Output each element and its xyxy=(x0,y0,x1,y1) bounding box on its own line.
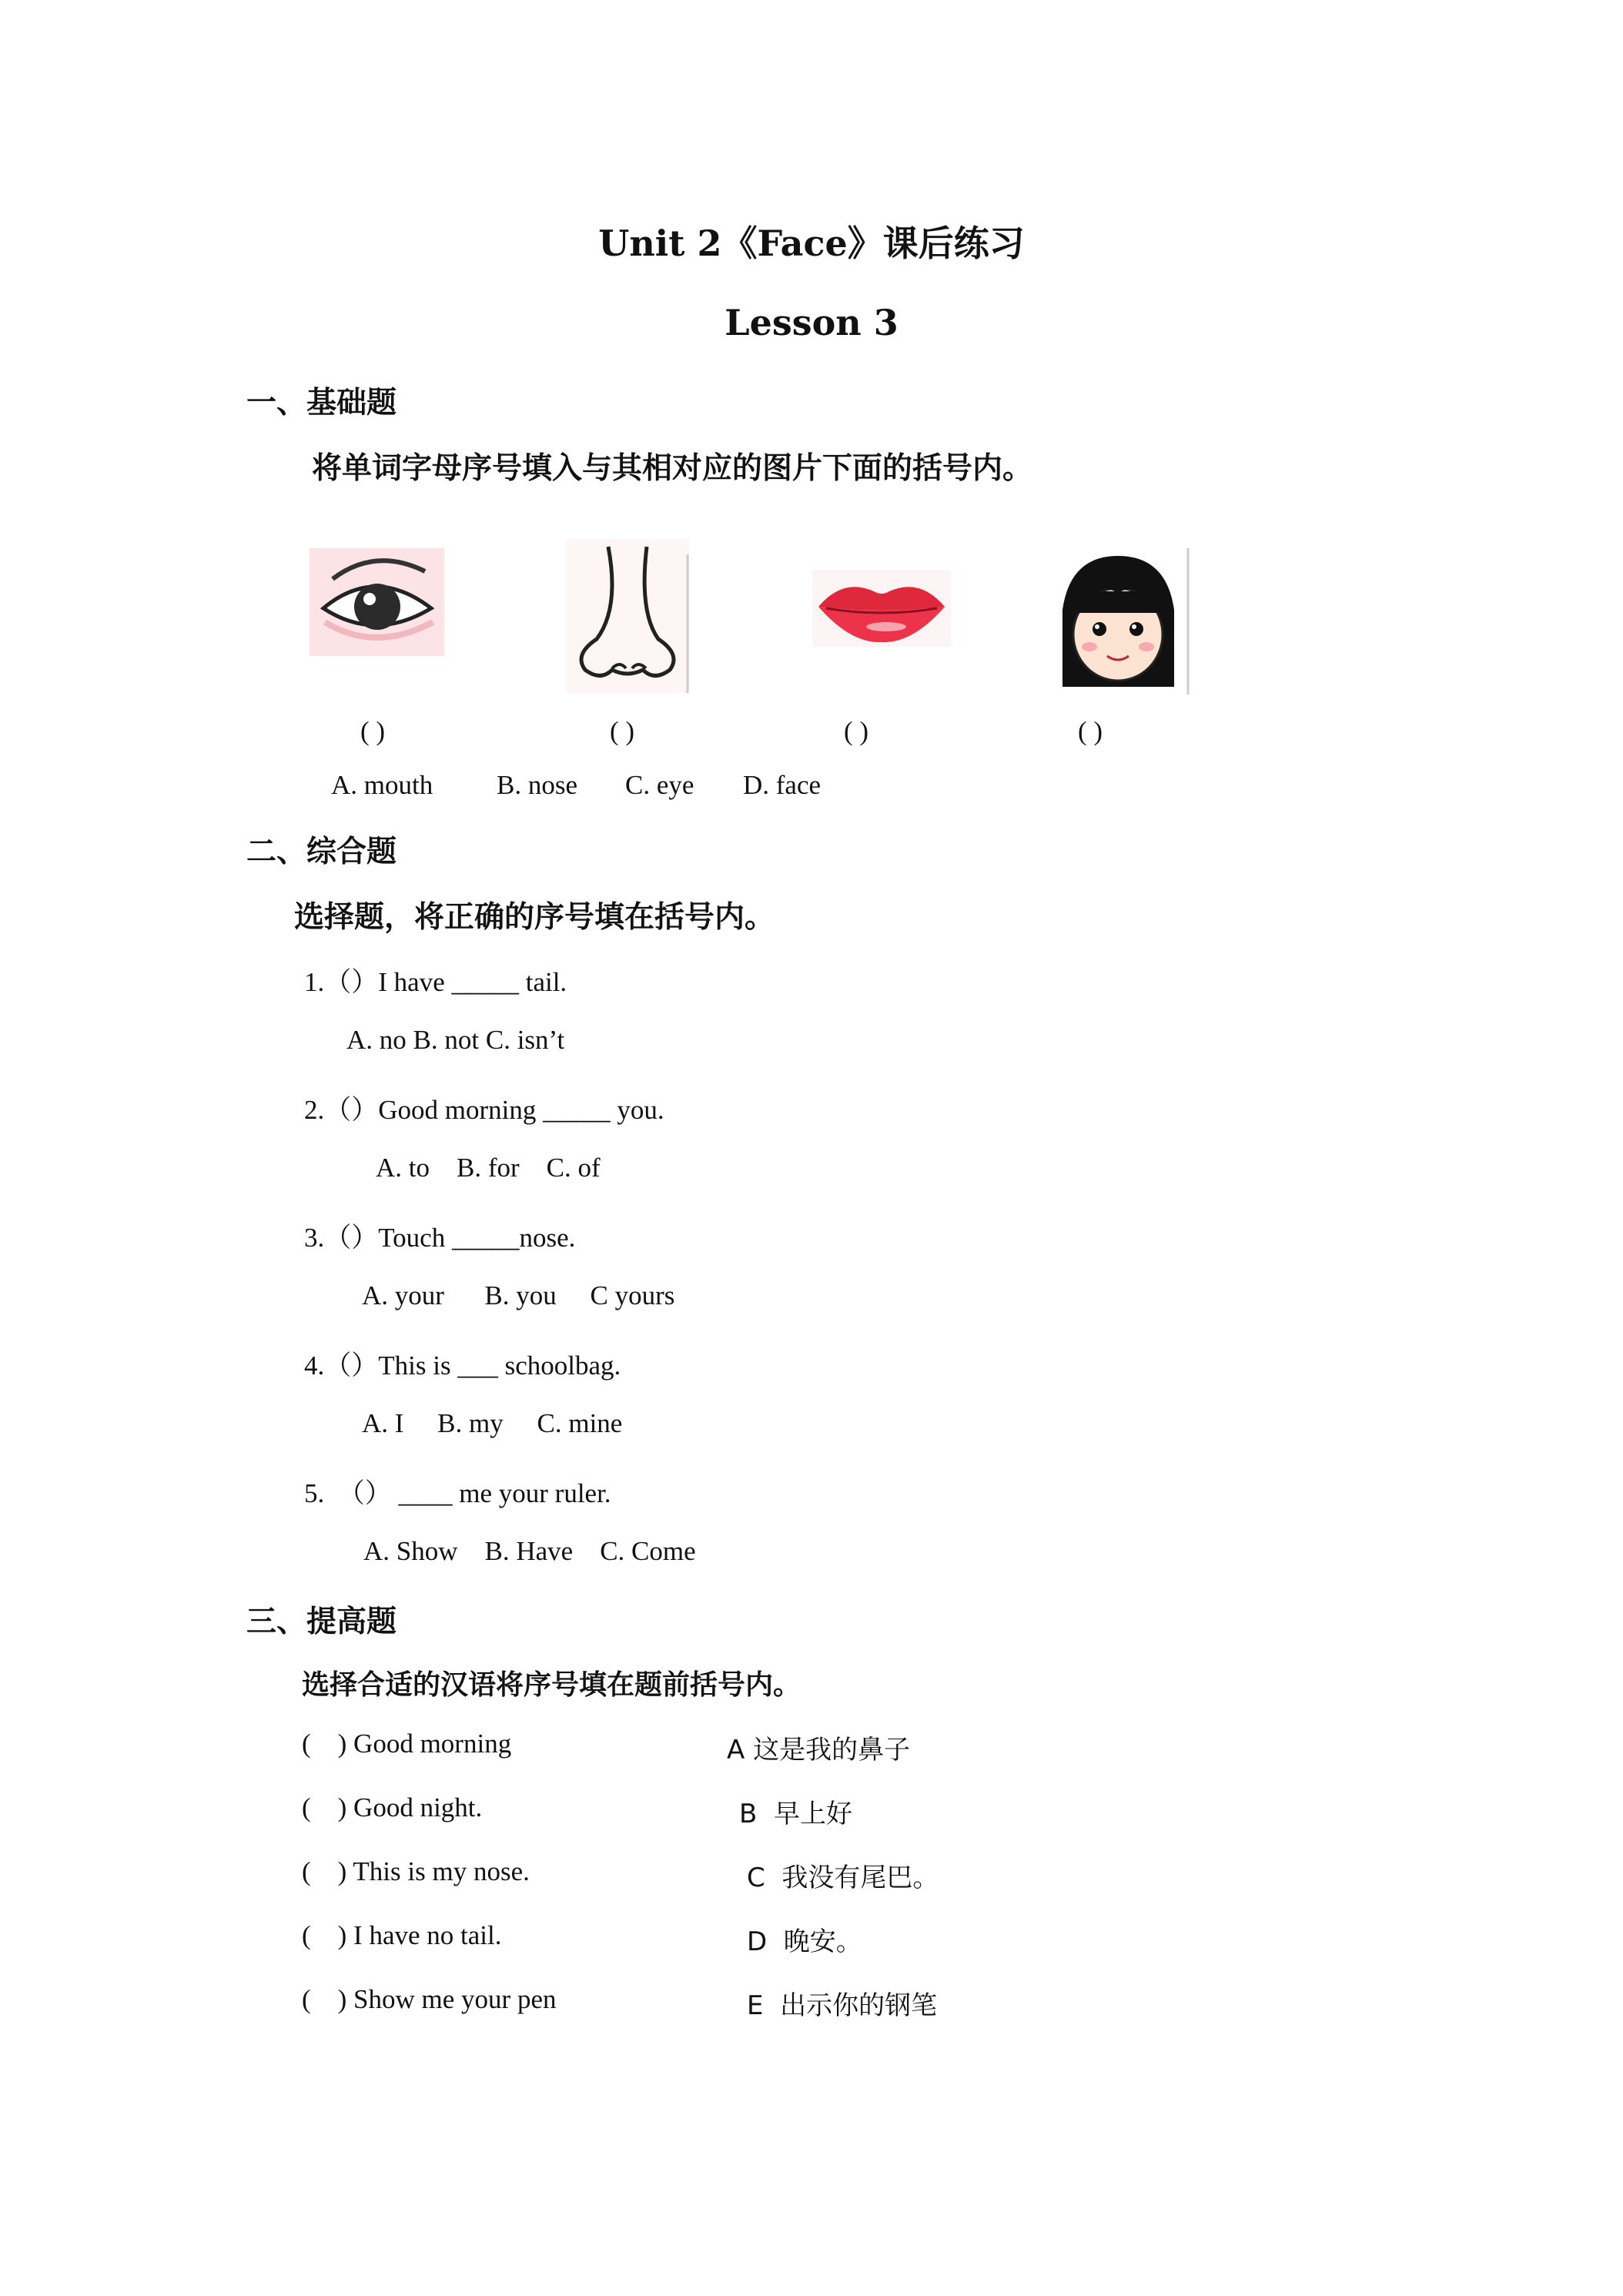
question-options: A. your B. you C yours xyxy=(362,1280,675,1310)
question-options: A. Show B. Have C. Come xyxy=(363,1536,696,1566)
match-chinese: D 晚安。 xyxy=(747,1926,862,1957)
word-option: D. face xyxy=(743,770,822,800)
question-options: A. no B. not C. isn’t xyxy=(346,1025,565,1055)
section1-instruction: 将单词字母序号填入与其相对应的图片下面的括号内。 xyxy=(312,451,1033,486)
match-english: ( ) Show me your pen xyxy=(302,1984,557,2014)
question-text: 2.（）Good morning _____ you. xyxy=(304,1095,664,1125)
match-english: ( ) This is my nose. xyxy=(302,1856,530,1886)
match-chinese: C 我没有尾巴。 xyxy=(747,1863,939,1893)
section2-heading: 二、综合题 xyxy=(246,835,397,869)
section1-heading: 一、基础题 xyxy=(246,386,397,420)
match-chinese: A 这是我的鼻子 xyxy=(727,1735,911,1766)
question-text: 1.（）I have _____ tail. xyxy=(304,967,567,997)
word-option: C. eye xyxy=(625,770,694,800)
word-option: A. mouth xyxy=(331,770,433,800)
question-text: 4.（）This is ___ schoolbag. xyxy=(304,1350,621,1381)
question-text: 5. （） ____ me your ruler. xyxy=(304,1478,611,1508)
section3-instruction: 选择合适的汉语将序号填在题前括号内。 xyxy=(302,1669,801,1701)
picture-answer-blank[interactable]: ( ) xyxy=(610,716,635,746)
question-text: 3.（）Touch _____nose. xyxy=(304,1223,576,1253)
match-english: ( ) Good morning xyxy=(302,1729,512,1759)
girl-face-icon xyxy=(1047,548,1190,694)
page-title: Unit 2《Face》课后练习 xyxy=(598,223,1025,264)
picture-answer-blank[interactable]: ( ) xyxy=(844,716,869,746)
picture-answer-blank[interactable]: ( ) xyxy=(1078,716,1103,746)
word-option: B. nose xyxy=(497,770,577,800)
lesson-title: Lesson 3 xyxy=(724,302,899,343)
nose-icon xyxy=(566,539,689,693)
question-options: A. I B. my C. mine xyxy=(362,1408,623,1438)
match-english: ( ) Good night. xyxy=(302,1792,483,1822)
section3-heading: 三、提高题 xyxy=(246,1605,397,1639)
section2-instruction: 选择题，将正确的序号填在括号内。 xyxy=(294,900,775,935)
question-options: A. to B. for C. of xyxy=(376,1153,601,1183)
match-chinese: E 出示你的钢笔 xyxy=(747,1990,938,2021)
mouth-icon xyxy=(812,570,951,647)
match-english: ( ) I have no tail. xyxy=(302,1920,502,1950)
picture-answer-blank[interactable]: ( ) xyxy=(360,716,386,746)
eye-icon xyxy=(310,548,444,656)
match-chinese: B 早上好 xyxy=(739,1799,852,1829)
